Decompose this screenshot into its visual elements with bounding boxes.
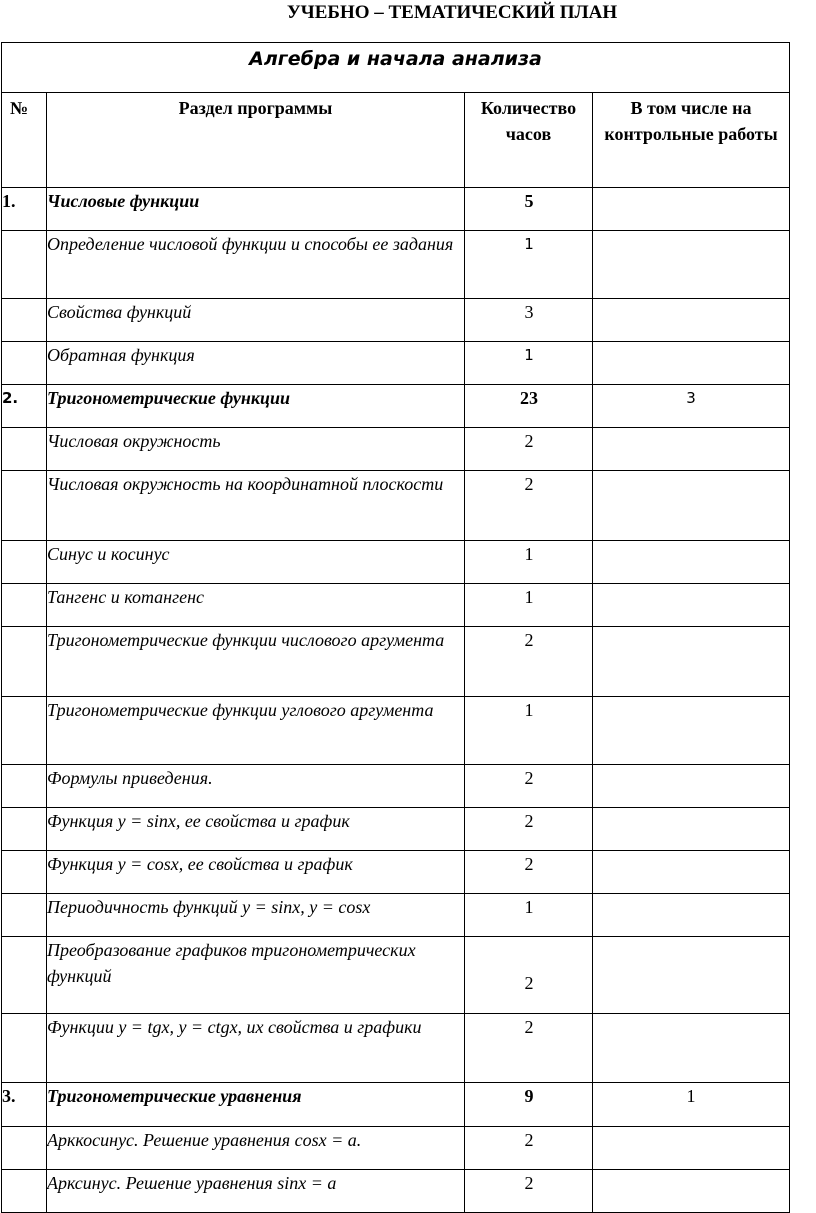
row-hours: 2 [465, 808, 593, 851]
row-hours: 1 [465, 342, 593, 385]
row-control [593, 342, 790, 385]
row-number [2, 1014, 47, 1083]
row-control [593, 471, 790, 541]
table-row [2, 1014, 790, 1083]
row-control [593, 1014, 790, 1083]
row-section: Функция y = cosx, ее свойства и график [47, 851, 465, 894]
row-control [593, 1127, 790, 1170]
table-row [2, 188, 790, 231]
header-row [2, 93, 790, 188]
row-number [2, 697, 47, 765]
row-number [2, 541, 47, 584]
row-control [593, 541, 790, 584]
row-control [593, 299, 790, 342]
table-row [2, 428, 790, 471]
table-row [2, 1170, 790, 1213]
row-section: Преобразование графиков тригонометрических функций [47, 937, 465, 1014]
row-control [593, 765, 790, 808]
row-control: 1 [593, 1083, 790, 1127]
thematic-plan-table [1, 42, 790, 1213]
row-number [2, 627, 47, 697]
row-number [2, 428, 47, 471]
table-row [2, 808, 790, 851]
row-section: Числовые функции [47, 188, 465, 231]
row-section: Функции y = tgx, y = ctgx, их свойства и графики [47, 1014, 465, 1083]
row-section: Тригонометрические уравнения [47, 1083, 465, 1127]
table-row [2, 627, 790, 697]
row-control [593, 1170, 790, 1213]
row-hours: 1 [465, 584, 593, 627]
row-hours: 5 [465, 188, 593, 231]
row-control [593, 808, 790, 851]
row-hours: 2 [465, 428, 593, 471]
table-row [2, 765, 790, 808]
subject-title: Алгебра и начала анализа [249, 48, 542, 70]
row-number [2, 765, 47, 808]
row-hours: 2 [465, 1170, 593, 1213]
header-section: Раздел программы [47, 93, 465, 188]
row-section: Определение числовой функции и способы ее задания [47, 231, 465, 299]
row-section: Числовая окружность [47, 428, 465, 471]
row-control [593, 894, 790, 937]
row-section: Арксинус. Решение уравнения sinx = a [47, 1170, 465, 1213]
row-section: Тригонометрические функции [47, 385, 465, 428]
table-row [2, 1127, 790, 1170]
row-number: 1. [2, 188, 47, 231]
row-hours: 1 [465, 231, 593, 299]
row-control [593, 188, 790, 231]
row-section: Арккосинус. Решение уравнения cosx = a. [47, 1127, 465, 1170]
row-hours: 1 [465, 541, 593, 584]
row-control: 3 [593, 385, 790, 428]
row-section: Периодичность функций y = sinx, y = cosx [47, 894, 465, 937]
row-number [2, 808, 47, 851]
row-hours: 2 [465, 627, 593, 697]
row-section: Тригонометрические функции углового аргумента [47, 697, 465, 765]
table-row [2, 851, 790, 894]
row-number [2, 894, 47, 937]
row-control [593, 937, 790, 1014]
row-section: Функция y = sinx, ее свойства и график [47, 808, 465, 851]
subject-row [2, 43, 790, 93]
table-row [2, 937, 790, 1014]
table-row [2, 385, 790, 428]
row-section: Синус и косинус [47, 541, 465, 584]
table-row [2, 541, 790, 584]
table-row [2, 894, 790, 937]
row-hours: 23 [465, 385, 593, 428]
header-control-works: В том числе на контрольные работы [593, 93, 790, 188]
row-number: 2. [2, 385, 47, 428]
row-control [593, 627, 790, 697]
row-hours: 2 [465, 1127, 593, 1170]
page-title: УЧЕБНО – ТЕМАТИЧЕСКИЙ ПЛАН [286, 2, 618, 23]
subject-cell [2, 43, 790, 93]
row-number [2, 1127, 47, 1170]
row-number [2, 342, 47, 385]
row-control [593, 231, 790, 299]
table-row [2, 231, 790, 299]
row-number [2, 1170, 47, 1213]
table-row [2, 584, 790, 627]
table-row [2, 471, 790, 541]
row-hours: 2 [465, 471, 593, 541]
row-section: Обратная функция [47, 342, 465, 385]
row-number: 3. [2, 1083, 47, 1127]
row-number [2, 584, 47, 627]
row-number [2, 471, 47, 541]
row-hours: 2 [465, 851, 593, 894]
table-row [2, 697, 790, 765]
row-control [593, 584, 790, 627]
row-hours: 3 [465, 299, 593, 342]
row-number [2, 937, 47, 1014]
row-hours: 2 [465, 1014, 593, 1083]
header-number: № [2, 93, 47, 188]
row-section: Тангенс и котангенс [47, 584, 465, 627]
row-control [593, 428, 790, 471]
row-control [593, 697, 790, 765]
table-row [2, 1083, 790, 1127]
row-hours: 9 [465, 1083, 593, 1127]
row-number [2, 851, 47, 894]
row-section: Числовая окружность на координатной плоскости [47, 471, 465, 541]
table-row [2, 342, 790, 385]
header-hours: Количество часов [465, 93, 593, 188]
row-section: Свойства функций [47, 299, 465, 342]
row-hours: 2 [465, 937, 593, 1014]
row-hours: 1 [465, 697, 593, 765]
row-control [593, 851, 790, 894]
row-number [2, 231, 47, 299]
row-section: Формулы приведения. [47, 765, 465, 808]
table-row [2, 299, 790, 342]
row-hours: 1 [465, 894, 593, 937]
row-hours: 2 [465, 765, 593, 808]
row-section: Тригонометрические функции числового аргумента [47, 627, 465, 697]
row-number [2, 299, 47, 342]
